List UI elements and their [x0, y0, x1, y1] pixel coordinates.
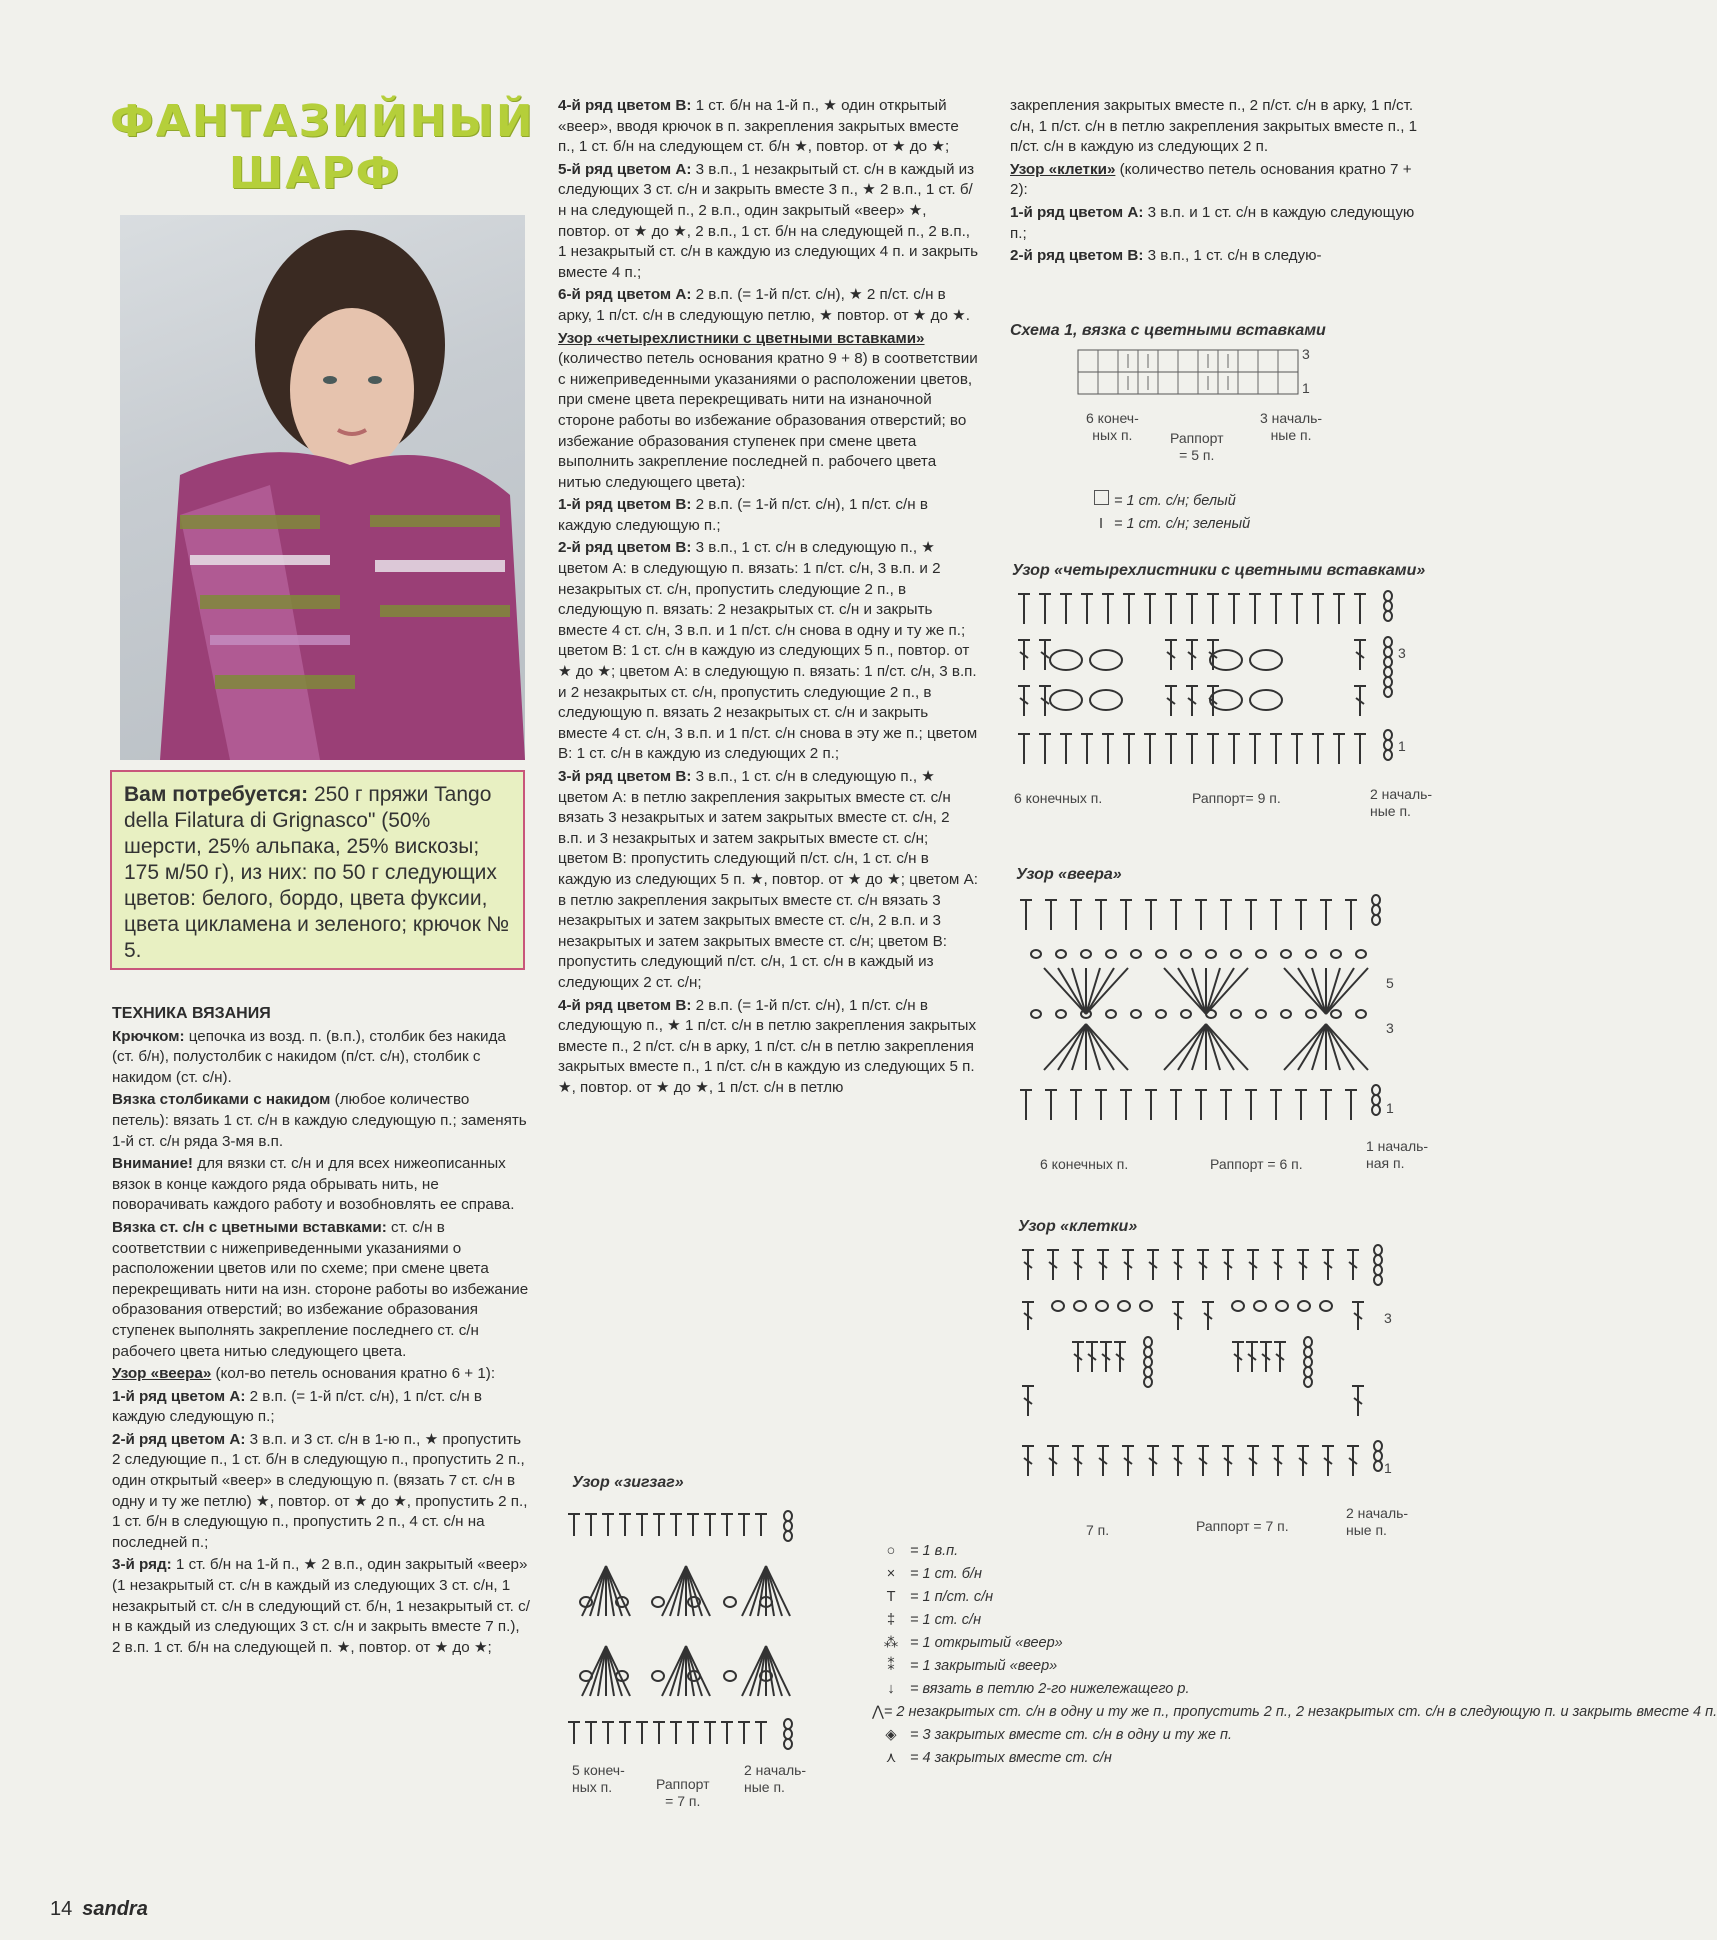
paragraph: 5-й ряд цветом А: 3 в.п., 1 незакрытый ст. с/н в каждый из следующих 3 ст. с/н и закрыть вместе 3 п., ★ 2 в.п., 1 ст. б/н на следующей п., 2 в.п., один закрытый «веер» ★, повтор. от ★ до ★, 2 в.п., 1 ст. б/н на следующей п., 2 в.п., 1 незакрытый ст. с/н в каждую из следующих 4 п. и закрыть вместе 4 п.;	[558, 160, 979, 281]
legend-symbol-icon: ‡	[886, 1612, 896, 1628]
zigzag-repeat-label: Раппорт = 7 п.	[656, 1776, 710, 1809]
cells-row-3: 3	[1384, 1310, 1392, 1326]
legend-row	[872, 1701, 1717, 1724]
legend-white: = 1 ст. с/н; белый	[1114, 493, 1236, 509]
magazine-brand: sandra	[82, 1898, 148, 1920]
diagram-fourleaf	[1016, 590, 1396, 770]
paragraph: Узор «клетки» (количество петель основания кратно 7 + 2):	[1010, 160, 1412, 199]
legend-symbol-icon: ⁑	[887, 1658, 895, 1674]
legend-symbol-icon: ⋏	[885, 1750, 897, 1766]
legend-symbol-icon: ◈	[885, 1727, 897, 1743]
fans-end-label: 6 конечных п.	[1040, 1156, 1129, 1172]
paragraph: 2-й ряд цветом В: 3 в.п., 1 ст. с/н в следую-	[1010, 247, 1322, 265]
scheme-1-grid	[1078, 348, 1318, 404]
paragraph: Вязка столбиками с накидом (любое количество петель): вязать 1 ст. с/н в каждую следующую п.; заменять 1-й ст. с/н ряда 3-мя в.п.	[112, 1091, 527, 1150]
zigzag-end-label: 5 конеч- ных п.	[572, 1762, 625, 1795]
model-photo	[120, 215, 525, 760]
cells-repeat-label: Раппорт = 7 п.	[1196, 1518, 1289, 1534]
diagram-zigzag-title: Узор «зигзаг»	[572, 1474, 684, 1491]
materials-text: 250 г пряжи Tango della Filatura di Grignasco" (50% шерсти, 25% альпака, 25% вискозы; 175 м/50 г), из них: по 50 г следующих цветов: белого, бордо, цвета фуксии, цвета цикламена и зеленого; крючок № 5.	[124, 783, 510, 962]
legend-text: = 1 п/ст. с/н	[910, 1589, 994, 1605]
article-title	[110, 96, 535, 200]
paragraph: 2-й ряд цветом А: 3 в.п. и 3 ст. с/н в 1-ю п., ★ пропустить 2 следующие п., 1 ст. б/н в следующую п., пропустить 2 п., один открытый «веер» в следующую п. (вязать 7 ст. с/н в одну и ту же петлю) ★, повтор. от ★ до ★, пропустить 2 п., 1 ст. б/н в следующую п., пропустить 2 п., 4 ст. с/н на последней п.;	[112, 1430, 528, 1551]
diagram-fans	[1016, 894, 1396, 1134]
fourleaf-row-3: 3	[1398, 645, 1406, 661]
legend-symbol-icon: ×	[886, 1566, 896, 1582]
legend-row	[872, 1540, 1452, 1563]
diagram-fans-title: Узор «веера»	[1016, 866, 1122, 883]
paragraph: Узор «веера» (кол-во петель основания кратно 6 + 1):	[112, 1365, 496, 1383]
scheme-1-start-label: 3 началь- ные п.	[1260, 410, 1323, 443]
paragraph: 1-й ряд цветом В: 2 в.п. (= 1-й п/ст. с/н), 1 п/ст. с/н в каждую следующую п.;	[558, 496, 928, 534]
scheme-1-row-3: 3	[1302, 346, 1310, 362]
diagram-cells	[1018, 1246, 1398, 1486]
diagram-fourleaf-title: Узор «четырехлистники с цветными вставками»	[1012, 562, 1426, 579]
zigzag-start-label: 2 началь- ные п.	[744, 1762, 807, 1795]
paragraph: Вязка ст. с/н с цветными вставками: ст. с/н в соответствии с нижеприведенными указаниями о расположении цветов или по схеме; при смене цвета перекрещивать нити на изн. стороне работы во избежание образования отверстий; во избежание образования ступенек выполнять закрепление последнего ст. с/н рабочего цвета нитью следующего цвета.	[112, 1218, 529, 1360]
scheme-1-end-label: 6 конеч- ных п.	[1086, 410, 1139, 443]
paragraph: Внимание! для вязки ст. с/н и для всех нижеописанных вязок в конце каждого ряда обрывать нить, не поворачивать каждого работу и возобновлять ее справа.	[112, 1155, 515, 1214]
legend-row	[872, 1586, 1452, 1609]
legend-row	[872, 1655, 1452, 1678]
scheme-1-title: Схема 1, вязка с цветными вставками	[1010, 322, 1326, 339]
scheme-1-row-1: 1	[1302, 380, 1310, 396]
materials-label: Вам потребуется:	[124, 783, 309, 806]
legend-text: = 1 открытый «веер»	[910, 1635, 1063, 1651]
title-line-1: ФАНТАЗИЙНЫЙ	[110, 96, 535, 147]
fans-repeat-label: Раппорт = 6 п.	[1210, 1156, 1303, 1172]
scheme-1-legend: = 1 ст. с/н; белый I = 1 ст. с/н; зеленый	[1088, 490, 1250, 536]
page-footer	[50, 1898, 148, 1921]
paragraph: 3-й ряд цветом В: 3 в.п., 1 ст. с/н в следующую п., ★ цветом А: в петлю закрепления закрытых вместе ст. с/н вязать 3 незакрытых и затем закрытых вместе ст. с/н, 2 в.п. и 3 незакрытых и затем закрытых вместе ст. с/н; цветом В: пропустить следующий п/ст. с/н, 1 ст. с/н в каждую из следующих 5 п. ★, повтор. от ★ до ★; цветом А: в петлю закрепления закрытых вместе ст. с/н вязать 3 незакрытых и затем закрытых вместе ст. с/н, 2 в.п. и 3 незакрытых и затем закрытых вместе ст. с/н; цветом В: пропустить следующий п/ст. с/н, 1 ст. с/н в каждый из следующих 2 ст. с/н;	[558, 768, 978, 991]
cells-row-1: 1	[1384, 1460, 1392, 1476]
legend-text: = 2 незакрытых ст. с/н в одну и ту же п., пропустить 2 п., 2 незакрытых ст. с/н в следующую п. и закрыть вместе 4 п.	[883, 1704, 1717, 1720]
paragraph: 4-й ряд цветом В: 2 в.п. (= 1-й п/ст. с/н), 1 п/ст. с/н в следующую п., ★ 1 п/ст. с/н в петлю закрепления закрытых вместе п., 2 п/ст. с/н в арку, 1 п/ст. с/н в петлю закрепления закрытых вместе п., 1 п/ст. с/н в каждую из следующих 5 п. ★, повтор. от ★ до ★, 1 п/ст. с/н в петлю	[558, 996, 977, 1096]
diagram-cells-title: Узор «клетки»	[1018, 1218, 1138, 1235]
legend-text: = 1 ст. б/н	[910, 1566, 982, 1582]
paragraph: 2-й ряд цветом В: 3 в.п., 1 ст. с/н в следующую п., ★ цветом А: в следующую п. вязать: 1 п/ст. с/н, 3 в.п. и 2 незакрытых ст. с/н, пропустить следующие 2 п., в следующую п. вязать: 2 незакрытых ст. с/н и закрыть вместе 4 ст. с/н, 3 в.п. и 1 п/ст. с/н снова в одну и ту же п.; цветом В: 1 ст. с/н в каждую из следующих 5 п., повтор. от ★ до ★; цветом А: в следующую п. вязать: 1 п/ст. с/н, 3 в.п. и 2 незакрытых ст. с/н, пропустить следующие 2 п., в следующую п. вязать 2 незакрытых ст. с/н и закрыть вместе 4 ст. с/н, 3 в.п. и 1 п/ст. с/н снова в эту же п.; цветом В: 1 ст. с/н в каждую из следующих 2 п.;	[558, 539, 978, 763]
legend-row	[872, 1724, 1452, 1747]
fourleaf-start-label: 2 началь- ные п.	[1370, 786, 1433, 819]
paragraph: Крючком: цепочка из возд. п. (в.п.), столбик без накида (ст. б/н), полустолбик с накидом (п/ст. с/н), столбик с накидом (ст. с/н).	[112, 1027, 506, 1086]
paragraph: 6-й ряд цветом А: 2 в.п. (= 1-й п/ст. с/н), ★ 2 п/ст. с/н в арку, 1 п/ст. с/н в следующую петлю, ★ повтор. от ★ до ★.	[558, 286, 970, 324]
legend-text: = 3 закрытых вместе ст. с/н в одну и ту же п.	[910, 1727, 1233, 1743]
legend-row	[872, 1563, 1452, 1586]
legend-symbol-icon: ⋀	[872, 1704, 884, 1720]
paragraph: 1-й ряд цветом А: 2 в.п. (= 1-й п/ст. с/н), 1 п/ст. с/н в каждую следующую п.;	[112, 1387, 482, 1426]
paragraph: закрепления закрытых вместе п., 2 п/ст. с/н в арку, 1 п/ст. с/н, 1 п/ст. с/н в петлю закрепления закрытых вместе п., 1 п/ст. с/н в каждую из следующих 2 п.	[1010, 97, 1418, 156]
legend-text: = 4 закрытых вместе ст. с/н	[910, 1750, 1112, 1766]
symbol-legend	[872, 1540, 1717, 1770]
legend-text: = вязать в петлю 2-го нижележащего р.	[910, 1681, 1190, 1697]
fans-start-label: 1 началь- ная п.	[1366, 1138, 1429, 1171]
cells-end-label: 7 п.	[1086, 1522, 1110, 1538]
fourleaf-row-1: 1	[1398, 738, 1406, 754]
page-number: 14	[50, 1898, 73, 1920]
legend-text: = 1 в.п.	[910, 1543, 959, 1559]
paragraph: 4-й ряд цветом В: 1 ст. б/н на 1-й п., ★ один открытый «веер», вводя крючок в п. закрепления закрытых вместе п., 1 ст. б/н на следующем ст. б/н ★, повтор. от ★ до ★;	[558, 97, 959, 156]
column-3	[1010, 96, 1425, 269]
fourleaf-repeat-label: Раппорт= 9 п.	[1192, 790, 1281, 806]
scheme-1-repeat-label: Раппорт = 5 п.	[1170, 430, 1224, 463]
legend-row	[872, 1632, 1452, 1655]
legend-green: = 1 ст. с/н; зеленый	[1114, 516, 1251, 532]
legend-text: = 1 ст. с/н	[910, 1612, 982, 1628]
fans-row-5: 5	[1386, 975, 1394, 991]
legend-symbol-icon: T	[886, 1589, 896, 1605]
legend-symbol-icon: ⁂	[883, 1635, 899, 1651]
paragraph: 3-й ряд: 1 ст. б/н на 1-й п., ★ 2 в.п., один закрытый «веер» (1 незакрытый ст. с/н в каждый из следующих 3 ст. с/н, 1 незакрытый ст. с/н в следующий ст. б/н, 1 незакрытый ст. с/н в каждый из следующих 3 ст. с/н и закрыть вместе 7 п.), 2 в.п. 1 ст. б/н на следующей п. ★, повтор. от ★ до ★;	[112, 1556, 530, 1656]
materials-box	[110, 770, 525, 970]
legend-symbol-icon: ↓	[887, 1681, 895, 1697]
legend-text: = 1 закрытый «веер»	[910, 1658, 1058, 1674]
technique-heading: ТЕХНИКА ВЯЗАНИЯ	[112, 1005, 271, 1022]
legend-row	[872, 1747, 1452, 1770]
title-line-2: ШАРФ	[228, 148, 402, 199]
fans-row-3: 3	[1386, 1020, 1394, 1036]
column-1	[112, 990, 530, 1660]
paragraph: 1-й ряд цветом А: 3 в.п. и 1 ст. с/н в каждую следующую п.;	[1010, 203, 1415, 242]
legend-row	[872, 1678, 1452, 1701]
legend-symbol-icon: ○	[886, 1543, 896, 1559]
fourleaf-end-label: 6 конечных п.	[1014, 790, 1103, 806]
paragraph: Узор «четырехлистники с цветными вставками» (количество петель основания кратно 9 + 8) в соответствии с нижеприведенными указаниями о расположении цветов, при смене цвета перекрещивать нити на изнаночной стороне работы во избежание образования отверстий; во избежание образования ступенек при смене цвета выполнить закрепление последней п. рабочего цвета нитью следующего цвета):	[558, 329, 978, 491]
column-2	[558, 96, 978, 1101]
legend-row	[872, 1609, 1452, 1632]
diagram-zigzag	[566, 1506, 806, 1756]
cells-start-label: 2 началь- ные п.	[1346, 1505, 1409, 1538]
fans-row-1: 1	[1386, 1100, 1394, 1116]
